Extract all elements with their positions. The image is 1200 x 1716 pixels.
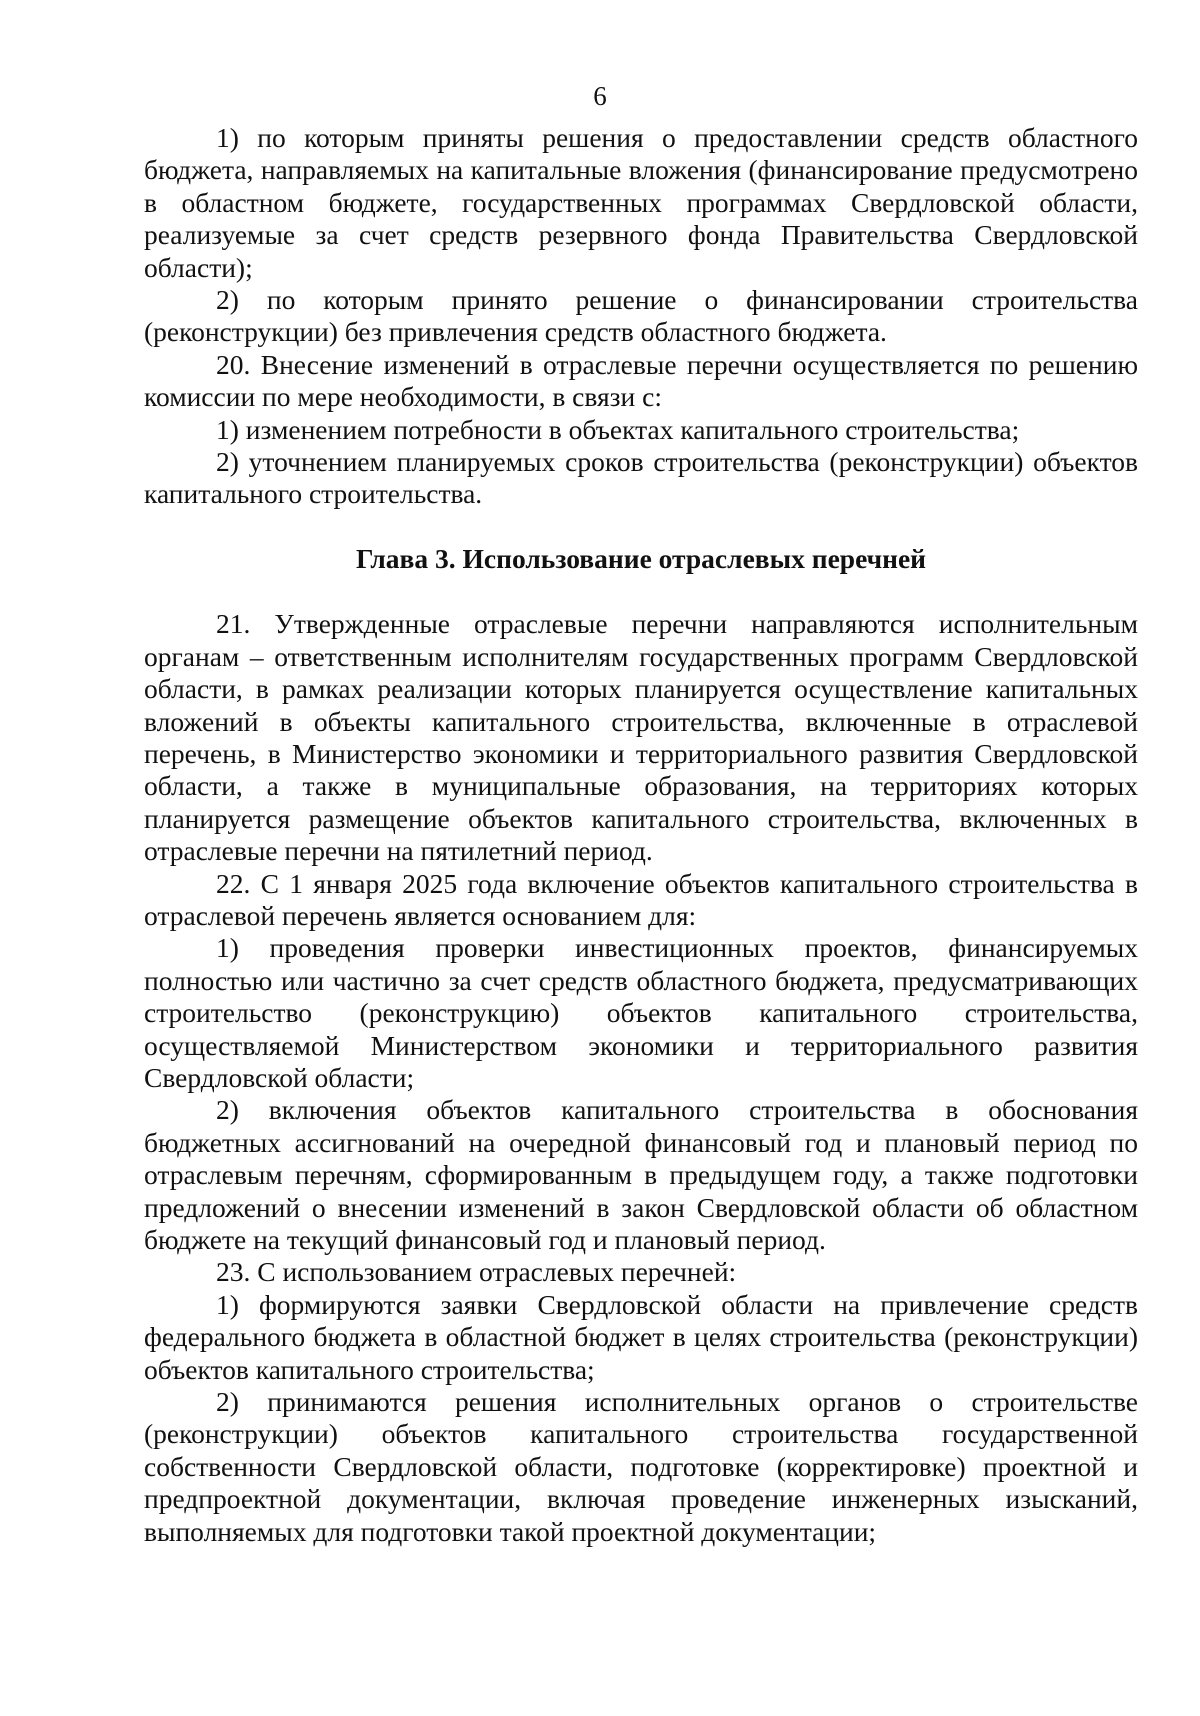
chapter-heading: Глава 3. Использование отраслевых перечней — [355, 542, 926, 574]
paragraph-1-item-1: 1) по которым приняты решения о предоставлении средств областного бюджета, направляемых на капитальные вложения (финансирование предусмотрено в областном бюджете, государственных программах Свердловской области, реализуемые за счет средств резервного фонда Правительства Свердловской области); — [144, 122, 1138, 283]
paragraph-23: 23. С использованием отраслевых перечней: — [216, 1256, 737, 1288]
paragraph-20: 20. Внесение изменений в отраслевые перечни осуществляется по решению комиссии по мере необходимости, в связи с: — [144, 348, 1138, 413]
paragraph-22-item-2: 2) включения объектов капитального строительства в обоснования бюджетных ассигнований на очередной финансовый год и плановый период по отраслевым перечням, сформированным в предыдущем году, а также подготовки предложений о внесении изменений в закон Свердловской области об областном бюджете на текущий финансовый год и плановый период. — [144, 1094, 1138, 1255]
paragraph-23-item-2: 2) принимаются решения исполнительных органов о строительстве (реконструкции) объектов капитального строительства государственной собственности Свердловской области, подготовке (корректировке) проектной и предпроектной документации, включая проведение инженерных изысканий, выполняемых для подготовки такой проектной документации; — [144, 1386, 1138, 1547]
paragraph-22: 22. С 1 января 2025 года включение объектов капитального строительства в отраслевой перечень является основанием для: — [144, 867, 1138, 931]
paragraph-21: 21. Утвержденные отраслевые перечни направляются исполнительным органам – ответственным исполнителям государственных программ Свердловской области, в рамках реализации которых планируется осуществление капитальных вложений в объекты капитального строительства, включенные в отраслевой перечень, в Министерство экономики и территориального развития Свердловской области, а также в муниципальные образования, на территориях которых планируется размещение объектов капитального строительства, включенных в отраслевые перечни на пятилетний период. — [144, 608, 1138, 867]
paragraph-23-item-1: 1) формируются заявки Свердловской области на привлечение средств федерального бюджета в областной бюджет в целях строительства (реконструкции) объектов капитального строительства; — [144, 1288, 1138, 1385]
page-number: 6 — [593, 81, 607, 111]
paragraph-20-item-2: 2) уточнением планируемых сроков строительства (реконструкции) объектов капитального строительства. — [144, 446, 1138, 510]
paragraph-20-item-1: 1) изменением потребности в объектах капитального строительства; — [216, 413, 1020, 445]
paragraph-1-item-2: 2) по которым принято решение о финансировании строительства (реконструкции) без привлечения средств областного бюджета. — [144, 284, 1138, 348]
paragraph-22-item-1: 1) проведения проверки инвестиционных проектов, финансируемых полностью или частично за счет средств областного бюджета, предусматривающих строительство (реконструкцию) объектов капитального строительства, осуществляемой Министерством экономики и территориального развития Свердловской области; — [144, 932, 1138, 1093]
document-body — [144, 122, 1138, 1548]
